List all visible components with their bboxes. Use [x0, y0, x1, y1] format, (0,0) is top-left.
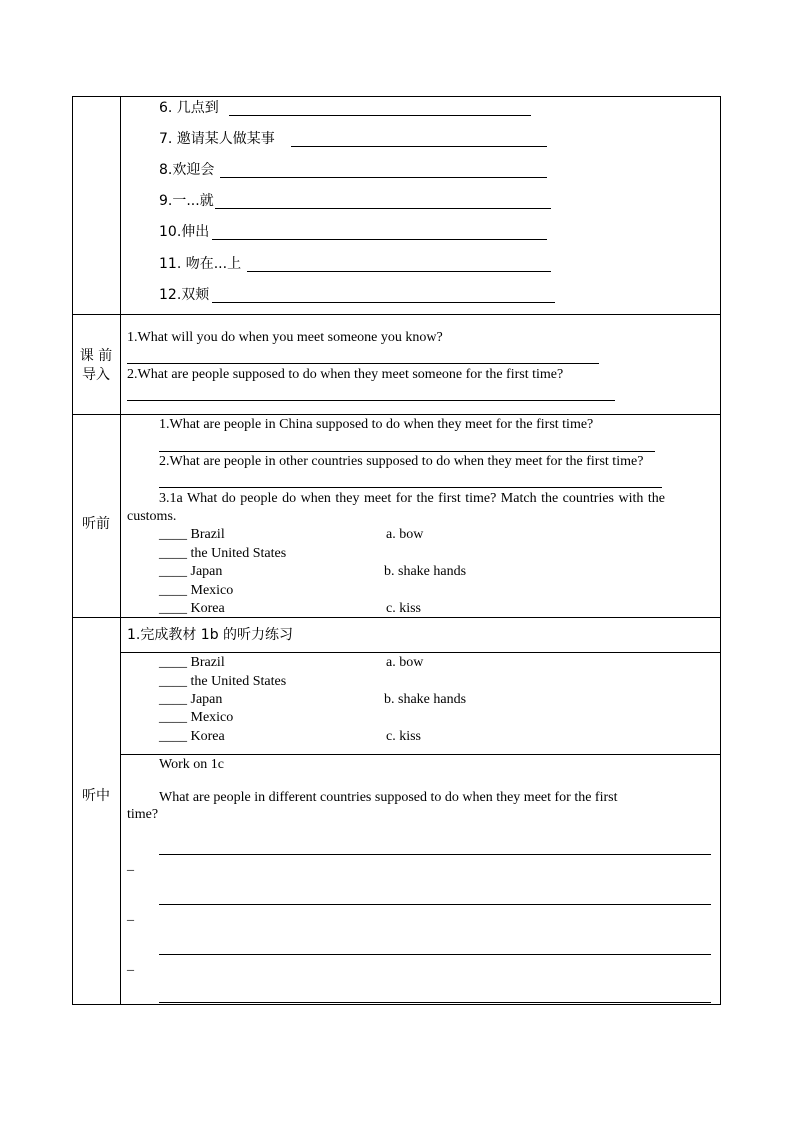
- prelisten-country-mexico: ____ Mexico: [159, 583, 234, 598]
- section-label-preclass-line1: 课 前: [79, 348, 113, 364]
- listening-custom-kiss: c. kiss: [386, 729, 421, 744]
- vocab-answer-line-10[interactable]: [212, 239, 547, 240]
- vocab-answer-line-9[interactable]: [215, 208, 551, 209]
- row-divider-task1: [120, 652, 721, 653]
- preclass-question-1: 1.What will you do when you meet someone you know?: [127, 330, 443, 345]
- prelisten-country-us: ____ the United States: [159, 546, 287, 561]
- preclass-answer-line-1[interactable]: [127, 363, 599, 364]
- work-answer-line-1[interactable]: [159, 854, 711, 855]
- preclass-question-2: 2.What are people supposed to do when they meet someone for the first time?: [127, 367, 564, 382]
- prelisten-country-korea: ____ Korea: [159, 601, 225, 616]
- listening-custom-shake-hands: b. shake hands: [384, 692, 467, 707]
- prelisten-question-1: 1.What are people in China supposed to do when they meet for the first time?: [159, 417, 594, 432]
- vocab-answer-line-7[interactable]: [291, 146, 547, 147]
- prelisten-question-3-line1: 3.1a What do people do when they meet for the first time? Match the countries with the: [159, 491, 665, 506]
- section-label-prelisten: 听前: [82, 516, 110, 532]
- prelisten-custom-kiss: c. kiss: [386, 601, 421, 616]
- vocab-item-7: 7. 邀请某人做某事: [159, 131, 275, 147]
- listening-country-brazil: ____ Brazil: [159, 655, 225, 670]
- prelisten-question-2: 2.What are people in other countries supposed to do when they meet for the first time?: [159, 454, 644, 469]
- work-question-line2: time?: [127, 807, 159, 822]
- prelisten-question-3-line2: customs.: [127, 509, 177, 524]
- work-answer-dash-3: _: [127, 958, 134, 973]
- vocab-item-6: 6. 几点到: [159, 100, 219, 116]
- listening-country-japan: ____ Japan: [159, 692, 223, 707]
- vocab-item-12: 12.双颊: [159, 287, 210, 303]
- row-divider-match: [120, 754, 721, 755]
- listening-task-1: 1.完成教材 1b 的听力练习: [127, 627, 294, 643]
- prelisten-custom-bow: a. bow: [386, 527, 424, 542]
- listening-country-korea: ____ Korea: [159, 729, 225, 744]
- vocab-item-8: 8.欢迎会: [159, 162, 215, 178]
- preclass-answer-line-2[interactable]: [127, 400, 615, 401]
- row-divider-preclass: [72, 414, 721, 415]
- work-answer-dash-2: _: [127, 908, 134, 923]
- work-answer-line-4[interactable]: [159, 1002, 711, 1003]
- work-answer-line-2[interactable]: [159, 904, 711, 905]
- label-column-divider: [120, 96, 121, 1005]
- prelisten-country-japan: ____ Japan: [159, 564, 223, 579]
- work-question-line1: What are people in different countries supposed to do when they meet for the first: [159, 790, 618, 805]
- vocab-answer-line-6[interactable]: [229, 115, 531, 116]
- section-label-preclass-line2: 导入: [82, 367, 110, 383]
- work-title: Work on 1c: [159, 757, 224, 772]
- vocab-item-11: 11. 吻在...上: [159, 256, 242, 272]
- vocab-item-10: 10.伸出: [159, 224, 210, 240]
- listening-country-us: ____ the United States: [159, 674, 287, 689]
- vocab-answer-line-8[interactable]: [220, 177, 547, 178]
- vocab-answer-line-12[interactable]: [212, 302, 555, 303]
- prelisten-custom-shake-hands: b. shake hands: [384, 564, 467, 579]
- prelisten-answer-line-1[interactable]: [159, 451, 655, 452]
- work-answer-dash-1: _: [127, 858, 134, 873]
- listening-custom-bow: a. bow: [386, 655, 424, 670]
- prelisten-answer-line-2[interactable]: [159, 487, 662, 488]
- listening-country-mexico: ____ Mexico: [159, 710, 234, 725]
- section-label-listening: 听中: [82, 788, 110, 804]
- prelisten-country-brazil: ____ Brazil: [159, 527, 225, 542]
- work-answer-line-3[interactable]: [159, 954, 711, 955]
- vocab-answer-line-11[interactable]: [247, 271, 551, 272]
- vocab-item-9: 9.一...就: [159, 193, 214, 209]
- row-divider-vocab: [72, 314, 721, 315]
